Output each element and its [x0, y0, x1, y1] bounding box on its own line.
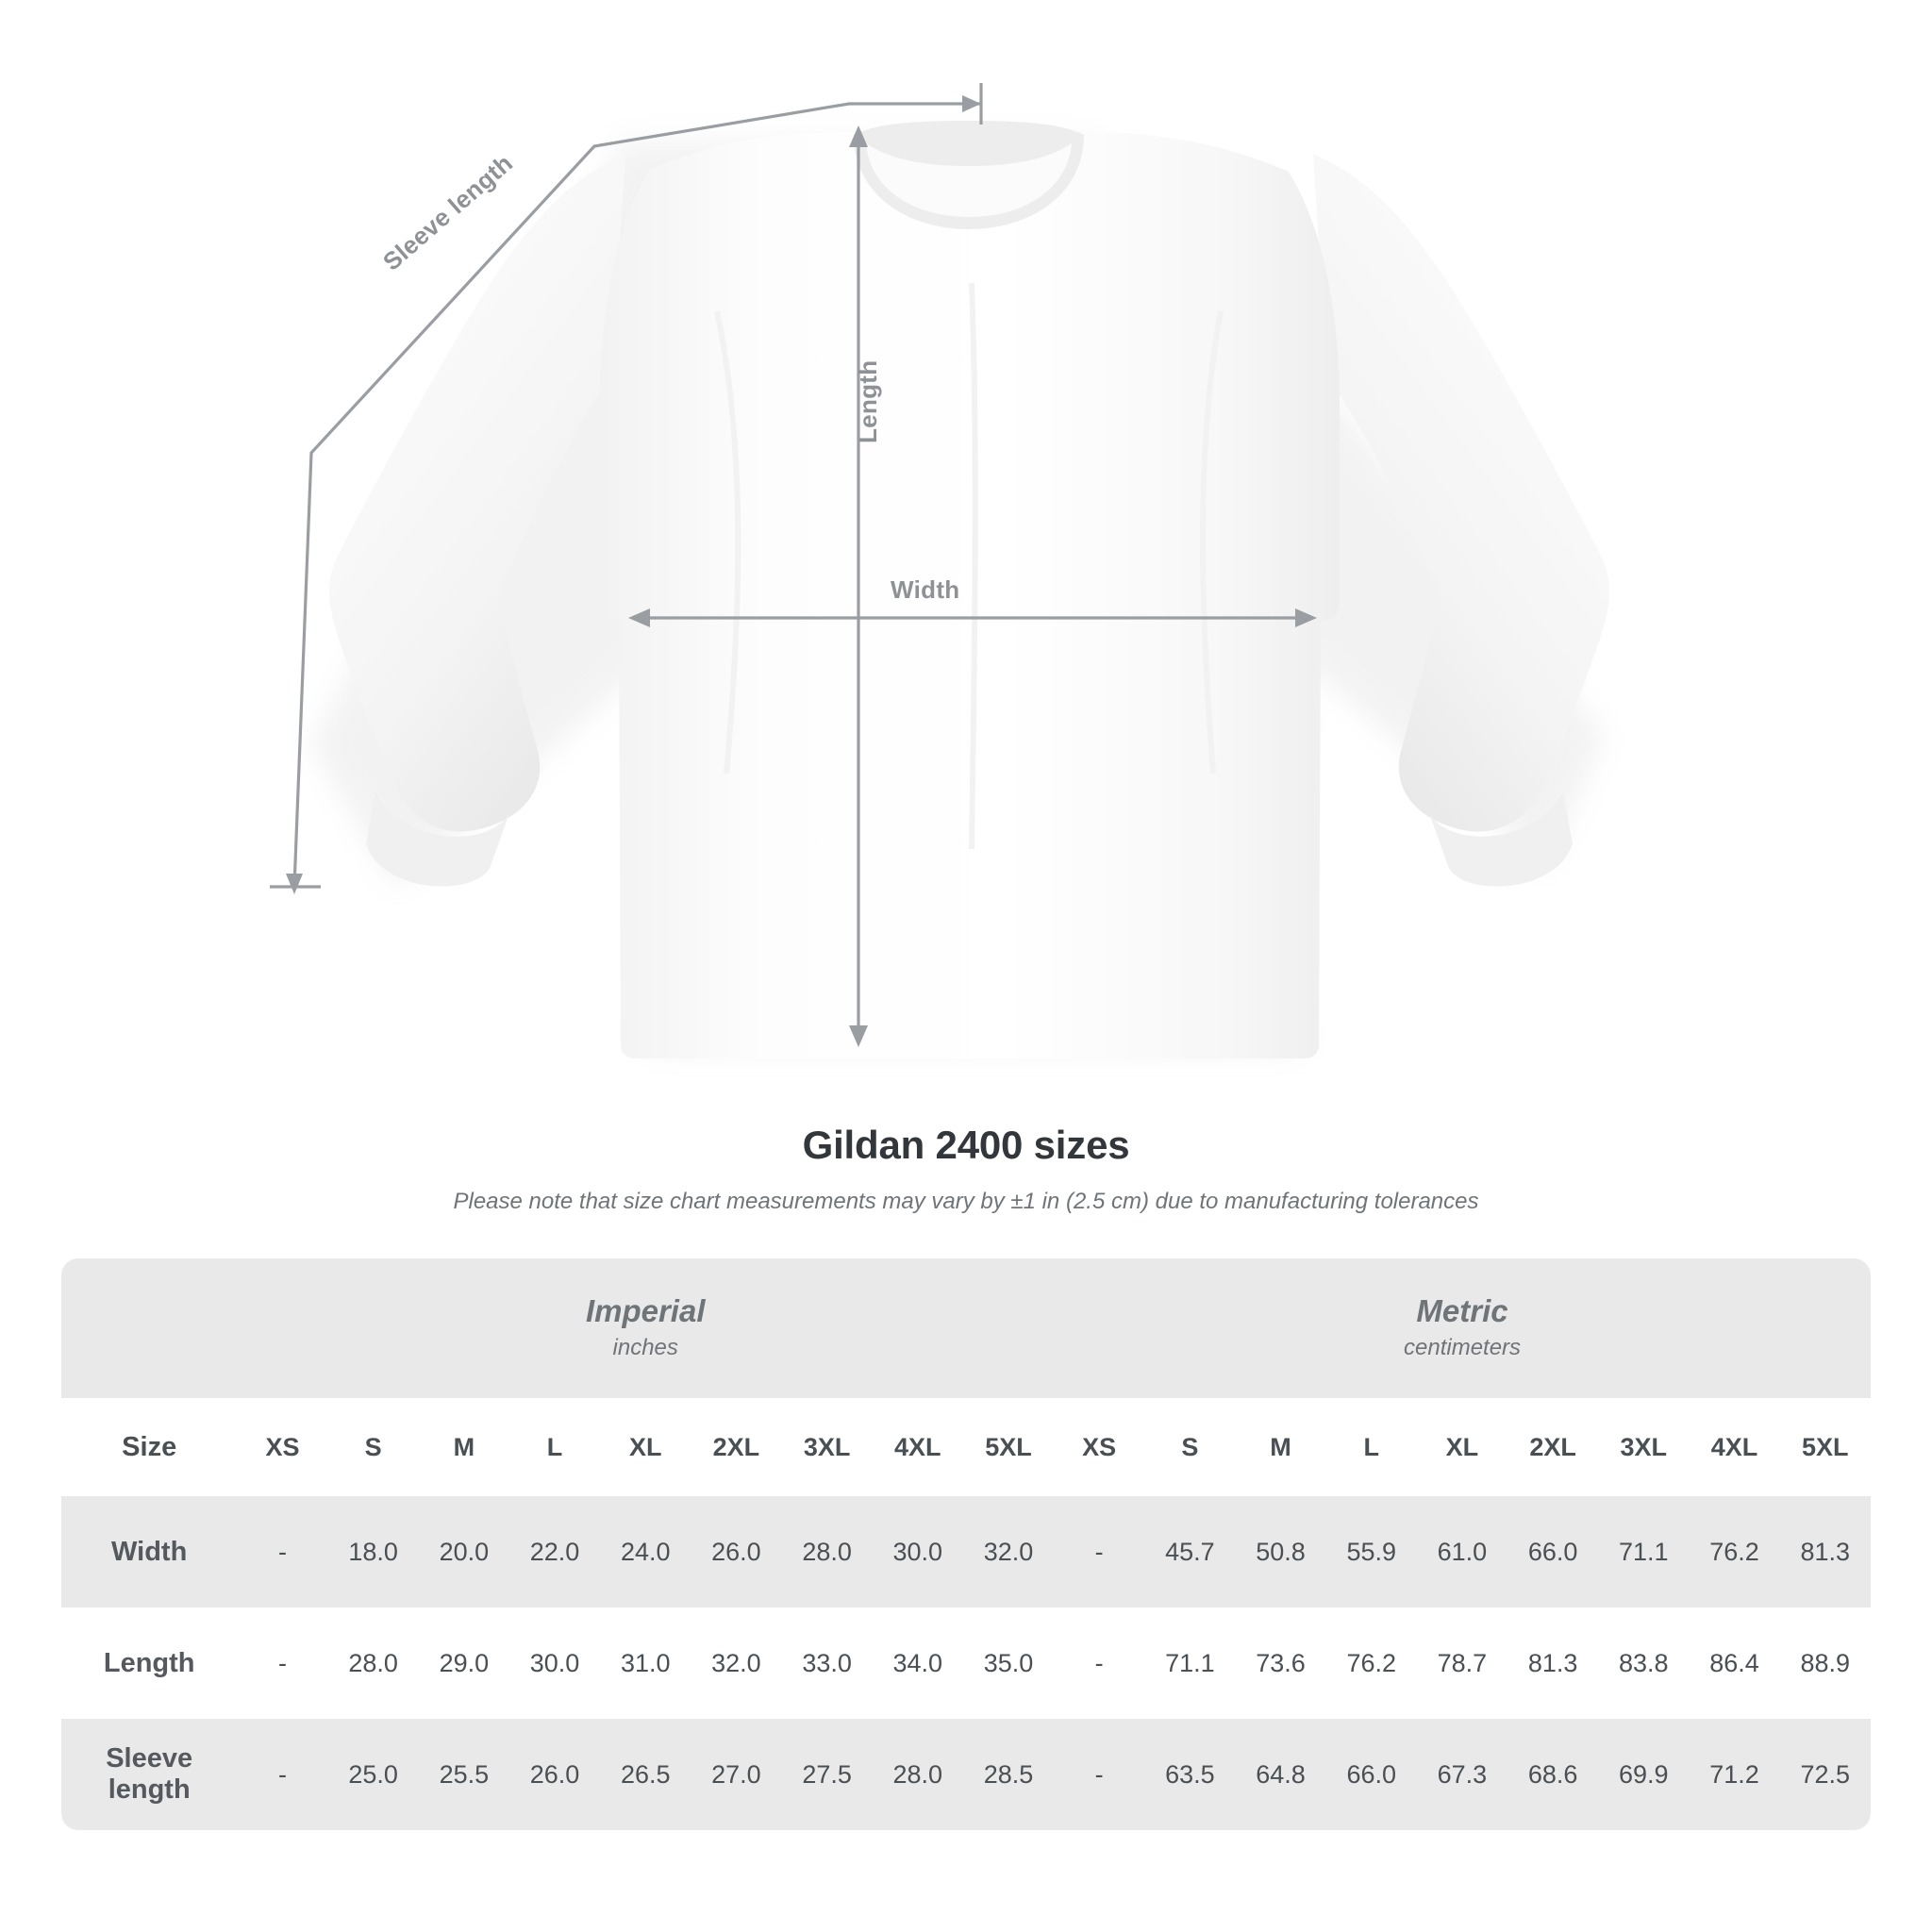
- cell-sleeve-imp-7: 28.0: [873, 1719, 963, 1830]
- column-header-row: [61, 1398, 1871, 1496]
- cell-sleeve-imp-5: 27.0: [691, 1719, 781, 1830]
- unit-group-imperial-sub: inches: [612, 1334, 678, 1360]
- cell-length-met-2: 73.6: [1235, 1607, 1325, 1719]
- header-col-13: XL: [1417, 1398, 1507, 1496]
- row-label-sleeve-length: Sleeve length: [61, 1719, 237, 1830]
- cell-length-met-0: -: [1054, 1607, 1144, 1719]
- cell-width-met-7: 76.2: [1689, 1496, 1779, 1607]
- header-col-0: XS: [237, 1398, 327, 1496]
- cell-sleeve-imp-2: 25.5: [419, 1719, 509, 1830]
- cell-sleeve-met-4: 67.3: [1417, 1719, 1507, 1830]
- cell-width-imp-2: 20.0: [419, 1496, 509, 1607]
- header-col-3: L: [509, 1398, 600, 1496]
- cell-width-imp-8: 32.0: [963, 1496, 1054, 1607]
- row-label-length: Length: [61, 1607, 237, 1719]
- unit-group-imperial: [237, 1258, 1054, 1398]
- page-title: Gildan 2400 sizes: [802, 1123, 1130, 1167]
- cell-length-met-6: 83.8: [1598, 1607, 1689, 1719]
- cell-width-met-3: 55.9: [1326, 1496, 1417, 1607]
- cell-width-imp-3: 22.0: [509, 1496, 600, 1607]
- header-col-9: XS: [1054, 1398, 1144, 1496]
- cell-width-imp-4: 24.0: [600, 1496, 691, 1607]
- cell-length-met-4: 78.7: [1417, 1607, 1507, 1719]
- cell-width-met-5: 66.0: [1507, 1496, 1598, 1607]
- cell-width-imp-1: 18.0: [328, 1496, 419, 1607]
- header-col-16: 4XL: [1689, 1398, 1779, 1496]
- unit-group-imperial-name: Imperial: [585, 1293, 706, 1329]
- header-col-17: 5XL: [1780, 1398, 1871, 1496]
- header-col-11: M: [1235, 1398, 1325, 1496]
- header-col-14: 2XL: [1507, 1398, 1598, 1496]
- width-annotation: Width: [891, 575, 960, 604]
- header-col-4: XL: [600, 1398, 691, 1496]
- cell-sleeve-imp-4: 26.5: [600, 1719, 691, 1830]
- cell-width-met-0: -: [1054, 1496, 1144, 1607]
- table-row: [61, 1719, 1871, 1830]
- header-col-5: 2XL: [691, 1398, 781, 1496]
- cell-length-imp-5: 32.0: [691, 1607, 781, 1719]
- cell-sleeve-met-7: 71.2: [1689, 1719, 1779, 1830]
- cell-sleeve-imp-0: -: [237, 1719, 327, 1830]
- cell-length-imp-2: 29.0: [419, 1607, 509, 1719]
- cell-sleeve-imp-6: 27.5: [782, 1719, 873, 1830]
- cell-sleeve-imp-8: 28.5: [963, 1719, 1054, 1830]
- header-col-6: 3XL: [782, 1398, 873, 1496]
- unit-spacer: [61, 1258, 237, 1398]
- cell-sleeve-met-1: 63.5: [1144, 1719, 1235, 1830]
- sleeve-length-annotation: Sleeve length: [377, 148, 519, 276]
- cell-sleeve-met-0: -: [1054, 1719, 1144, 1830]
- tolerance-note: Please note that size chart measurements may vary by ±1 in (2.5 cm) due to manufacturing tolerances: [453, 1189, 1479, 1214]
- size-table: [61, 1258, 1871, 1830]
- cell-length-imp-4: 31.0: [600, 1607, 691, 1719]
- cell-width-imp-5: 26.0: [691, 1496, 781, 1607]
- header-col-2: M: [419, 1398, 509, 1496]
- cell-width-met-1: 45.7: [1144, 1496, 1235, 1607]
- header-col-15: 3XL: [1598, 1398, 1689, 1496]
- cell-width-imp-6: 28.0: [782, 1496, 873, 1607]
- cell-length-met-8: 88.9: [1780, 1607, 1871, 1719]
- header-size: Size: [61, 1398, 237, 1496]
- cell-length-met-1: 71.1: [1144, 1607, 1235, 1719]
- cell-length-imp-1: 28.0: [328, 1607, 419, 1719]
- cell-sleeve-met-6: 69.9: [1598, 1719, 1689, 1830]
- cell-length-imp-6: 33.0: [782, 1607, 873, 1719]
- cell-width-imp-0: -: [237, 1496, 327, 1607]
- table-row: [61, 1496, 1871, 1607]
- cell-length-met-7: 86.4: [1689, 1607, 1779, 1719]
- length-annotation: Length: [854, 359, 882, 443]
- header-col-7: 4XL: [873, 1398, 963, 1496]
- unit-group-metric: [1054, 1258, 1871, 1398]
- cell-sleeve-imp-1: 25.0: [328, 1719, 419, 1830]
- title-block: [0, 1123, 1932, 1215]
- cell-width-met-2: 50.8: [1235, 1496, 1325, 1607]
- unit-header-row: [61, 1258, 1871, 1398]
- header-col-12: L: [1326, 1398, 1417, 1496]
- shirt-body: [600, 132, 1340, 1058]
- cell-width-met-8: 81.3: [1780, 1496, 1871, 1607]
- cell-sleeve-imp-3: 26.0: [509, 1719, 600, 1830]
- cell-length-imp-3: 30.0: [509, 1607, 600, 1719]
- cell-sleeve-met-5: 68.6: [1507, 1719, 1598, 1830]
- cell-sleeve-met-8: 72.5: [1780, 1719, 1871, 1830]
- cell-length-met-5: 81.3: [1507, 1607, 1598, 1719]
- row-label-width: Width: [61, 1496, 237, 1607]
- cell-width-met-4: 61.0: [1417, 1496, 1507, 1607]
- unit-group-metric-sub: centimeters: [1404, 1334, 1522, 1360]
- header-col-8: 5XL: [963, 1398, 1054, 1496]
- unit-group-metric-name: Metric: [1416, 1293, 1508, 1329]
- cell-length-imp-7: 34.0: [873, 1607, 963, 1719]
- cell-length-imp-8: 35.0: [963, 1607, 1054, 1719]
- cell-sleeve-met-3: 66.0: [1326, 1719, 1417, 1830]
- header-col-1: S: [328, 1398, 419, 1496]
- cell-sleeve-met-2: 64.8: [1235, 1719, 1325, 1830]
- cell-length-imp-0: -: [237, 1607, 327, 1719]
- cell-width-imp-7: 30.0: [873, 1496, 963, 1607]
- size-table-wrapper: [61, 1258, 1871, 1830]
- cell-width-met-6: 71.1: [1598, 1496, 1689, 1607]
- header-col-10: S: [1144, 1398, 1235, 1496]
- table-row: [61, 1607, 1871, 1719]
- cell-length-met-3: 76.2: [1326, 1607, 1417, 1719]
